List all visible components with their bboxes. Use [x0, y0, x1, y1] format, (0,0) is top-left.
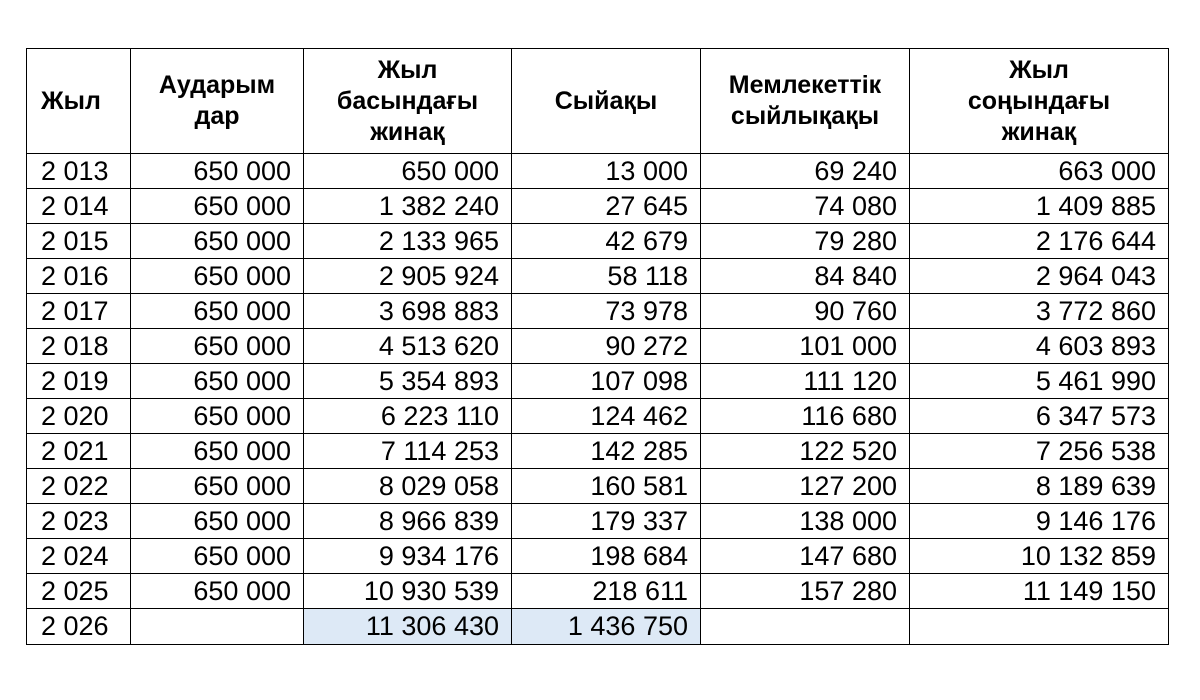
cell-end-savings: 6 347 573 — [910, 399, 1169, 434]
table-row — [27, 189, 1169, 224]
cell-start-savings: 5 354 893 — [304, 364, 512, 399]
header-contributions: Аударым дар — [131, 49, 304, 154]
header-row — [27, 49, 1169, 154]
table-body — [27, 154, 1169, 645]
cell-start-savings: 6 223 110 — [304, 399, 512, 434]
cell-state-bonus: 147 680 — [701, 539, 910, 574]
cell-year: 2 014 — [27, 189, 131, 224]
cell-start-savings: 4 513 620 — [304, 329, 512, 364]
cell-end-savings: 1 409 885 — [910, 189, 1169, 224]
cell-contributions: 650 000 — [131, 224, 304, 259]
cell-state-bonus: 69 240 — [701, 154, 910, 189]
table-row — [27, 434, 1169, 469]
cell-state-bonus: 127 200 — [701, 469, 910, 504]
cell-end-savings: 4 603 893 — [910, 329, 1169, 364]
cell-contributions: 650 000 — [131, 259, 304, 294]
cell-contributions — [131, 609, 304, 645]
cell-interest: 1 436 750 — [512, 609, 701, 645]
cell-contributions: 650 000 — [131, 574, 304, 609]
cell-contributions: 650 000 — [131, 364, 304, 399]
cell-end-savings: 2 964 043 — [910, 259, 1169, 294]
cell-contributions: 650 000 — [131, 504, 304, 539]
cell-interest: 142 285 — [512, 434, 701, 469]
cell-start-savings: 1 382 240 — [304, 189, 512, 224]
cell-interest: 27 645 — [512, 189, 701, 224]
cell-end-savings: 11 149 150 — [910, 574, 1169, 609]
cell-end-savings: 7 256 538 — [910, 434, 1169, 469]
cell-year: 2 021 — [27, 434, 131, 469]
cell-start-savings: 2 133 965 — [304, 224, 512, 259]
header-year: Жыл — [27, 49, 131, 154]
cell-state-bonus: 101 000 — [701, 329, 910, 364]
cell-start-savings: 2 905 924 — [304, 259, 512, 294]
cell-end-savings: 9 146 176 — [910, 504, 1169, 539]
cell-interest: 90 272 — [512, 329, 701, 364]
cell-interest: 13 000 — [512, 154, 701, 189]
cell-end-savings: 3 772 860 — [910, 294, 1169, 329]
table-row — [27, 364, 1169, 399]
table-row — [27, 574, 1169, 609]
cell-year: 2 016 — [27, 259, 131, 294]
cell-year: 2 019 — [27, 364, 131, 399]
cell-year: 2 022 — [27, 469, 131, 504]
cell-start-savings: 7 114 253 — [304, 434, 512, 469]
cell-contributions: 650 000 — [131, 154, 304, 189]
table-row — [27, 469, 1169, 504]
header-start-savings: Жыл басындағы жинақ — [304, 49, 512, 154]
cell-end-savings: 5 461 990 — [910, 364, 1169, 399]
cell-year: 2 023 — [27, 504, 131, 539]
cell-year: 2 024 — [27, 539, 131, 574]
cell-interest: 179 337 — [512, 504, 701, 539]
cell-year: 2 020 — [27, 399, 131, 434]
cell-state-bonus — [701, 609, 910, 645]
cell-contributions: 650 000 — [131, 539, 304, 574]
cell-end-savings: 8 189 639 — [910, 469, 1169, 504]
cell-interest: 42 679 — [512, 224, 701, 259]
cell-contributions: 650 000 — [131, 469, 304, 504]
cell-interest: 73 978 — [512, 294, 701, 329]
cell-start-savings: 8 029 058 — [304, 469, 512, 504]
header-end-savings: Жыл соңындағы жинақ — [910, 49, 1169, 154]
cell-state-bonus: 74 080 — [701, 189, 910, 224]
cell-end-savings — [910, 609, 1169, 645]
cell-year: 2 015 — [27, 224, 131, 259]
cell-end-savings: 663 000 — [910, 154, 1169, 189]
cell-contributions: 650 000 — [131, 399, 304, 434]
table-row — [27, 609, 1169, 645]
cell-start-savings: 3 698 883 — [304, 294, 512, 329]
cell-contributions: 650 000 — [131, 434, 304, 469]
table-row — [27, 224, 1169, 259]
cell-contributions: 650 000 — [131, 294, 304, 329]
table-row — [27, 539, 1169, 574]
table-row — [27, 329, 1169, 364]
cell-state-bonus: 79 280 — [701, 224, 910, 259]
cell-interest: 160 581 — [512, 469, 701, 504]
cell-interest: 218 611 — [512, 574, 701, 609]
table-row — [27, 259, 1169, 294]
cell-interest: 58 118 — [512, 259, 701, 294]
cell-start-savings: 8 966 839 — [304, 504, 512, 539]
cell-state-bonus: 111 120 — [701, 364, 910, 399]
cell-state-bonus: 90 760 — [701, 294, 910, 329]
cell-state-bonus: 138 000 — [701, 504, 910, 539]
cell-state-bonus: 116 680 — [701, 399, 910, 434]
cell-interest: 198 684 — [512, 539, 701, 574]
cell-year: 2 013 — [27, 154, 131, 189]
cell-year: 2 025 — [27, 574, 131, 609]
table-row — [27, 294, 1169, 329]
cell-state-bonus: 84 840 — [701, 259, 910, 294]
cell-interest: 107 098 — [512, 364, 701, 399]
cell-year: 2 017 — [27, 294, 131, 329]
cell-year: 2 026 — [27, 609, 131, 645]
cell-state-bonus: 122 520 — [701, 434, 910, 469]
header-interest: Сыйақы — [512, 49, 701, 154]
savings-table-sheet — [26, 48, 1168, 645]
table-row — [27, 399, 1169, 434]
table-row — [27, 504, 1169, 539]
cell-start-savings: 10 930 539 — [304, 574, 512, 609]
header-state-bonus: Мемлекеттік сыйлықақы — [701, 49, 910, 154]
cell-year: 2 018 — [27, 329, 131, 364]
cell-interest: 124 462 — [512, 399, 701, 434]
cell-start-savings: 9 934 176 — [304, 539, 512, 574]
cell-start-savings: 650 000 — [304, 154, 512, 189]
cell-start-savings: 11 306 430 — [304, 609, 512, 645]
cell-end-savings: 2 176 644 — [910, 224, 1169, 259]
cell-contributions: 650 000 — [131, 189, 304, 224]
table-row — [27, 154, 1169, 189]
cell-end-savings: 10 132 859 — [910, 539, 1169, 574]
cell-contributions: 650 000 — [131, 329, 304, 364]
cell-state-bonus: 157 280 — [701, 574, 910, 609]
savings-table — [26, 48, 1169, 645]
